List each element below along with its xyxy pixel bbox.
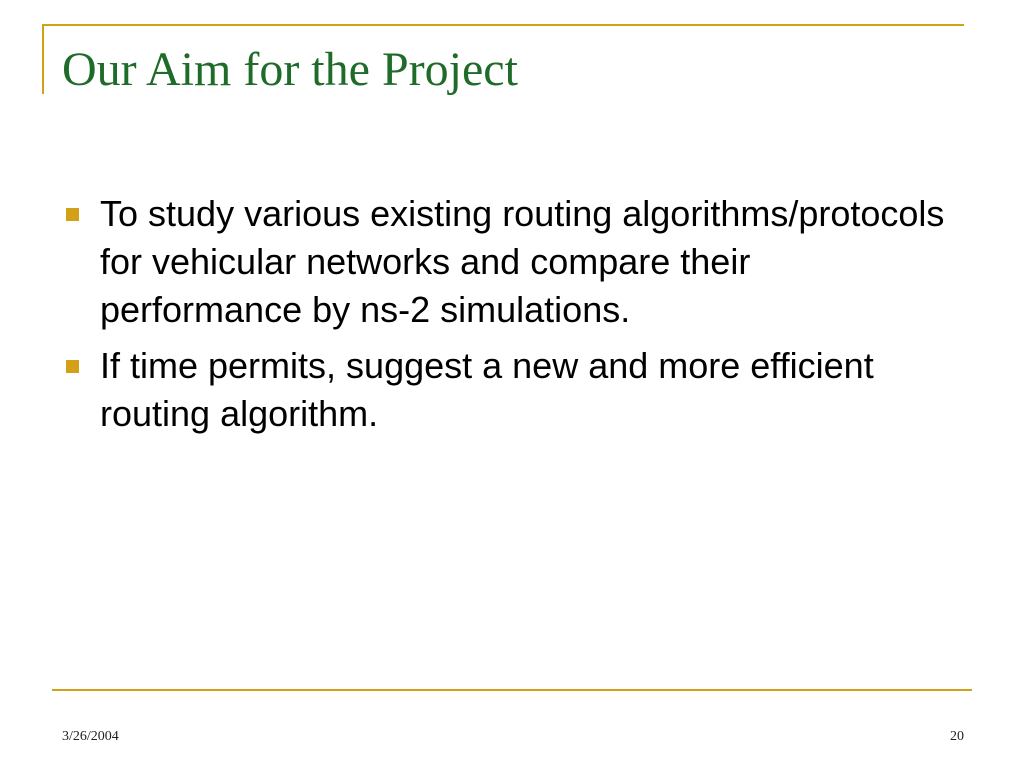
left-frame-rule bbox=[42, 24, 44, 94]
bullet-text: To study various existing routing algorithms/protocols for vehicular networks and compare their performance by ns-2 simulations. bbox=[100, 193, 945, 330]
square-bullet-icon bbox=[66, 360, 79, 373]
bullet-text: If time permits, suggest a new and more efficient routing algorithm. bbox=[100, 345, 874, 434]
page-number: 20 bbox=[950, 729, 964, 744]
bullet-list bbox=[62, 190, 952, 446]
footer-date: 3/26/2004 bbox=[62, 729, 119, 744]
slide-title: Our Aim for the Project bbox=[62, 43, 518, 96]
bullet-item bbox=[62, 190, 952, 334]
footer-rule bbox=[52, 689, 972, 691]
top-frame-rule bbox=[42, 24, 964, 26]
bullet-item bbox=[62, 342, 952, 438]
square-bullet-icon bbox=[66, 208, 79, 221]
